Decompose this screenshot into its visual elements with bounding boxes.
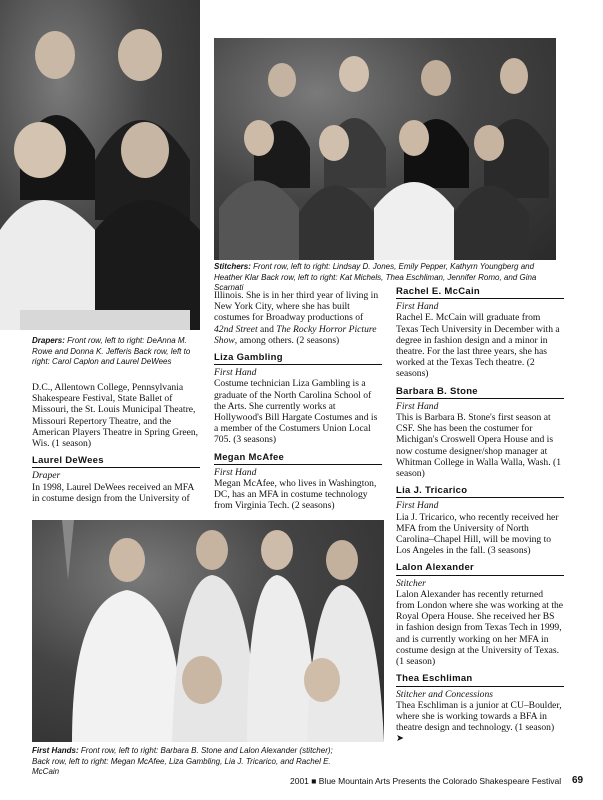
drapers-figures [0,0,200,330]
drapers-caption [32,336,192,368]
bio-text: Lalon Alexander has recently returned from London where she was working at the Royal Opera House. She received her BS in fashion design from Texas Tech in 1999, and is currently working on her MFA in costume design at the University of Texas. (1 season) [396,588,564,668]
show-title: The Rocky Horror Picture Show [214,323,377,346]
bio-name: Thea Eschliman [396,673,564,686]
bio-text: Rachel E. McCain will graduate from Texas Tech University in December with a degree in fashion design and a minor in theatre. For the last three years, she has worked at the Texas Tech theatre. (2 seasons) [396,312,560,380]
drapers-photo [0,0,200,330]
bio-role: First Hand [396,500,439,512]
bio-name: Megan McAfee [214,452,382,465]
bio-name: Laurel DeWees [32,455,200,468]
bio-role: Stitcher [396,577,426,589]
footer-text: 2001 ■ Blue Mountain Arts Presents the Colorado Shakespeare Festival [290,776,562,786]
caption-text: Front row, left to right: Barbara B. Stone and Lalon Alexander (stitcher); Back row, left to right: Megan McAfee, Liza Gambling, Lia J. Tricarico, and Rachel E. McCain [32,746,333,776]
caption-text: Front row, left to right: Lindsay D. Jones, Emily Pepper, Kathyrn Youngberg and Heather Klar Back row, left to right: Kat Michels, Thea Eschliman, Jennifer Romo, and Gina Scarnati [214,262,537,292]
bio-text: In 1998, Laurel DeWees received an MFA in costume design from the University of [32,481,194,504]
bio-role: First Hand [214,466,257,478]
bio-text: Lia J. Tricarico, who recently received her MFA from the University of North Carolina–Chapel Hill, will be moving to Los Angeles in the fall. (3 seasons) [396,511,559,557]
text-run: , among others. (2 seasons) [234,334,340,346]
text-run: and [257,323,277,335]
bio-role: First Hand [214,367,257,379]
first-hands-caption [32,746,352,778]
first-hands-figures [32,520,384,742]
caption-label: First Hands: [32,746,79,755]
bio-role: Stitcher and Concessions [396,688,493,700]
bio-text: Thea Eschliman is a junior at CU–Boulder, where she is working towards a BFA in theatre design and technology. (1 season) ➤ [396,699,562,745]
stitchers-figures [214,38,556,260]
stitchers-photo [214,38,556,260]
show-title: 42nd Street [214,323,258,335]
bio-role: Draper [32,470,61,482]
bio-text: This is Barbara B. Stone's first season at CSF. She has been the costumer for Michigan's Croswell Opera House and is now costume designer/shop manager at Whitman College in Walla Walla, Wash. (1 season) [396,412,562,480]
bio-text: Megan McAfee, who lives in Washington, DC, has an MFA in costume technology from Virginia Tech. (2 seasons) [214,478,377,512]
column-2 [214,290,382,512]
first-hands-photo [32,520,384,742]
column-3 [396,282,564,745]
bio-name: Lalon Alexander [396,562,564,575]
bio-name: Barbara B. Stone [396,386,564,399]
bio-text: Costume technician Liza Gambling is a graduate of the North Carolina School of the Arts. She currently works at Hollywood's Bill Hargate Costumes and is a member of the Costumers Union Local 705. (3 seasons) [214,378,378,446]
bio-name: Lia J. Tricarico [396,485,564,498]
bio-name: Rachel E. McCain [396,286,564,299]
caption-text: Front row, left to right: DeAnna M. Rowe and Donna K. Jefferis Back row, left to right: Carol Caplon and Laurel DeWees [32,336,191,366]
text-run: Illinois. She is in her third year of living in New York City, where she has built costumes for Broadway productions of [214,290,379,324]
paragraph [214,290,382,346]
page-number: 69 [572,775,584,786]
caption-label: Drapers: [32,336,65,345]
paragraph: D.C., Allentown College, Pennsylvania Shakespeare Festival, State Ballet of Missouri, the St. Louis Municipal Theatre, Missouri Repertory Theatre, and the American Players Theatre in Spring Green, Wis. (1 season) [32,382,199,450]
bio-name: Liza Gambling [214,352,382,365]
bio-role: First Hand [396,301,439,313]
bio-role: First Hand [396,400,439,412]
caption-label: Stitchers: [214,262,251,271]
column-1 [32,382,200,504]
